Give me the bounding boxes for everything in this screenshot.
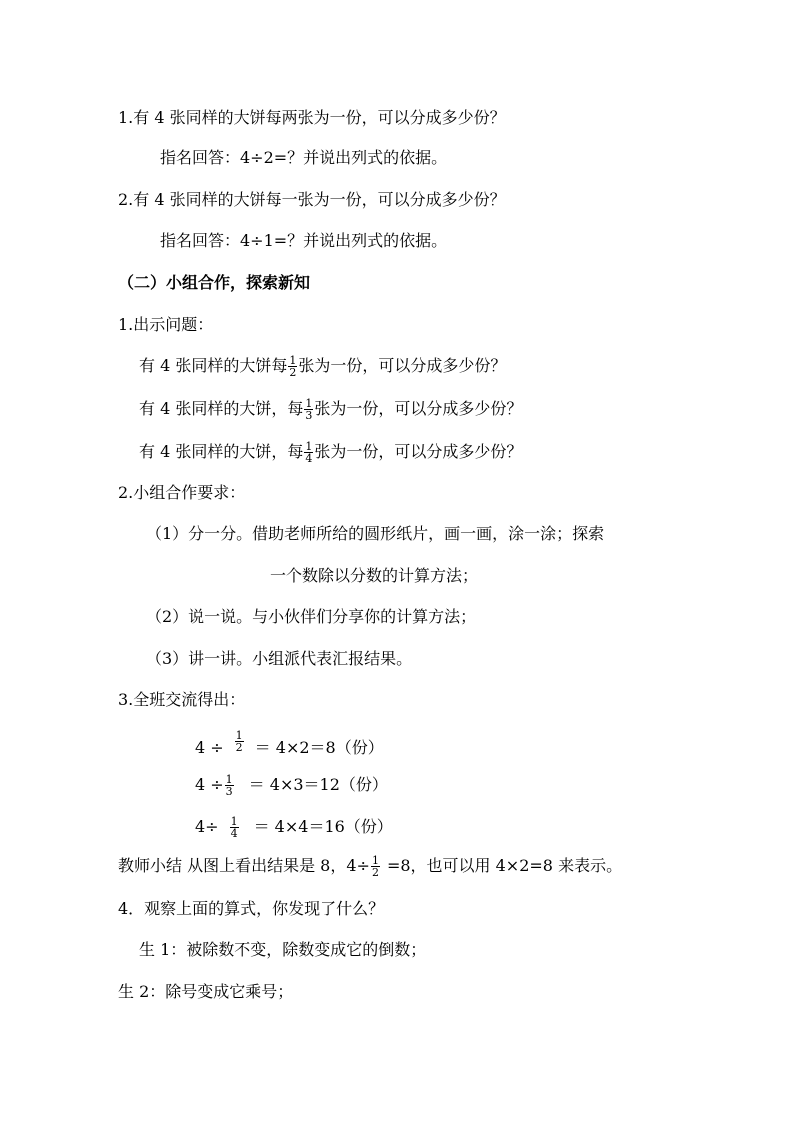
fraction-one-quarter: $\frac{1}{4}$	[230, 815, 238, 840]
summary-text-end: =8，也可以用 4×2=8 来表示。	[386, 856, 623, 875]
equation-right: ＝ 4×4＝16（份）	[253, 817, 393, 836]
requirement-1: （1）分一分。借助老师所给的圆形纸片，画一画，涂一涂；探索	[146, 524, 605, 543]
requirement-1-continued: 一个数除以分数的计算方法；	[270, 566, 479, 585]
problem-text-end: 张为一份，可以分成多少份？	[314, 442, 523, 461]
problem-half	[139, 355, 506, 378]
item-2-answer: 指名回答：4÷1=？并说出列式的依据。	[160, 231, 448, 250]
problem-text-end: 张为一份，可以分成多少份？	[298, 356, 507, 375]
student-1-response: 生 1：被除数不变，除数变成它的倒数；	[139, 940, 427, 959]
problem-quarter	[139, 441, 522, 464]
step-1-title: 1.出示问题：	[118, 315, 214, 334]
fraction-one-third: $\frac{1}{3}$	[305, 397, 313, 422]
section-heading: （二）小组合作，探索新知	[118, 273, 311, 292]
equation-left: 4 ÷	[195, 738, 224, 757]
problem-text-end: 张为一份，可以分成多少份？	[314, 399, 523, 418]
step-2-title: 2.小组合作要求：	[118, 483, 246, 502]
problem-text-start: 有 4 张同样的大饼每	[139, 356, 288, 375]
requirement-3: （3）讲一讲。小组派代表汇报结果。	[146, 649, 413, 668]
problem-third	[139, 398, 522, 421]
problem-text-start: 有 4 张同样的大饼，每	[139, 399, 304, 418]
fraction-one-third: $\frac{1}{3}$	[225, 773, 233, 798]
student-2-response: 生 2：除号变成它乘号；	[118, 982, 294, 1001]
item-1-answer: 指名回答：4÷2=？并说出列式的依据。	[160, 148, 448, 167]
equation-right: ＝ 4×2＝8（份）	[254, 738, 384, 757]
step-3-title: 3.全班交流得出：	[118, 690, 246, 709]
summary-text-start: 教师小结 从图上看出结果是 8，4÷	[118, 856, 370, 875]
item-1-question: 1.有 4 张同样的大饼每两张为一份，可以分成多少份？	[118, 108, 506, 127]
teacher-summary	[118, 855, 622, 878]
equation-left: 4÷	[195, 817, 219, 836]
equation-third	[195, 774, 388, 797]
requirement-2: （2）说一说。与小伙伴们分享你的计算方法；	[146, 607, 477, 626]
fraction-one-half: $\frac{1}{2}$	[289, 354, 297, 379]
item-2-question: 2.有 4 张同样的大饼每一张为一份，可以分成多少份？	[118, 190, 506, 209]
fraction-one-half: $\frac{1}{2}$	[235, 729, 243, 754]
equation-half	[195, 729, 384, 760]
equation-right: ＝ 4×3＝12（份）	[248, 775, 388, 794]
fraction-one-quarter: $\frac{1}{4}$	[305, 440, 313, 465]
problem-text-start: 有 4 张同样的大饼，每	[139, 442, 304, 461]
equation-quarter	[195, 816, 393, 839]
fraction-one-half: $\frac{1}{2}$	[371, 854, 379, 879]
equation-left: 4 ÷	[195, 775, 224, 794]
step-4-title: 4．观察上面的算式，你发现了什么？	[118, 899, 385, 918]
